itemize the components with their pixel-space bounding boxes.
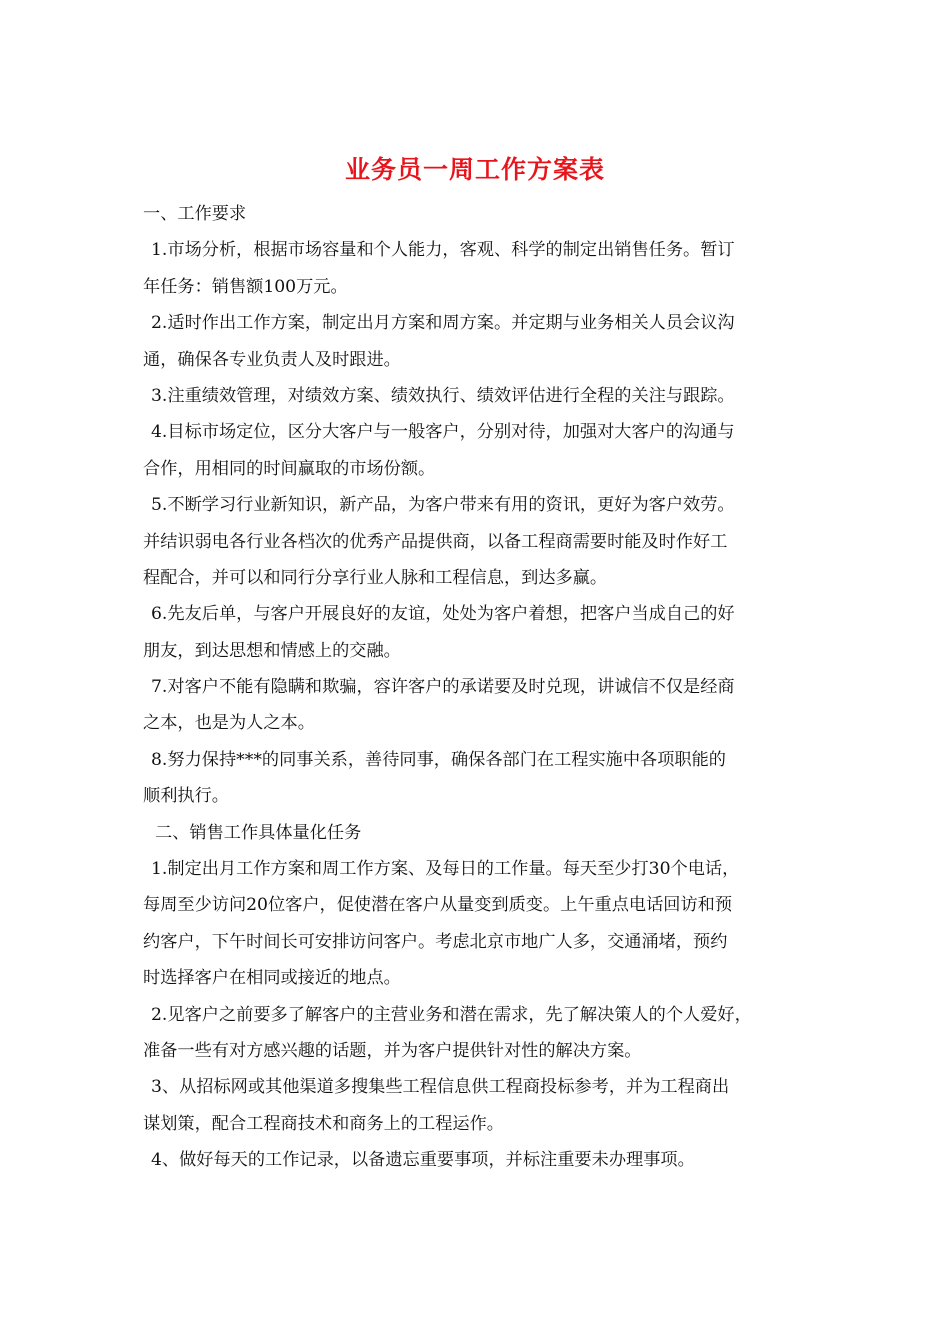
text-line: 年任务：销售额100万元。 [143,276,348,297]
text-line: 6.先友后单，与客户开展良好的友谊，处处为客户着想，把客户当成自己的好 [151,604,735,625]
text-line: 合作，用相同的时间赢取的市场份额。 [143,458,436,479]
text-line: 8.努力保持***的同事关系，善待同事，确保各部门在工程实施中各项职能的 [151,749,726,770]
text-line: 谋划策，配合工程商技术和商务上的工程运作。 [143,1113,504,1134]
text-line: 4.目标市场定位，区分大客户与一般客户，分别对待，加强对大客户的沟通与 [151,422,735,443]
text-line: 1.制定出月工作方案和周工作方案、及每日的工作量。每天至少打30个电话， [151,859,740,880]
text-line: 时选择客户在相同或接近的地点。 [143,968,401,989]
document-body [143,196,833,1179]
text-line: 程配合，并可以和同行分享行业人脉和工程信息，到达多赢。 [143,567,608,588]
text-line: 约客户，下午时间长可安排访问客户。考虑北京市地广人多，交通涌堵，预约 [143,931,728,952]
text-line: 2.见客户之前要多了解客户的主营业务和潜在需求，先了解决策人的个人爱好， [151,1004,752,1025]
text-line: 准备一些有对方感兴趣的话题，并为客户提供针对性的解决方案。 [143,1040,642,1061]
text-line: 一、工作要求 [143,204,247,224]
text-line: 3.注重绩效管理，对绩效方案、绩效执行、绩效评估进行全程的关注与跟踪。 [151,385,735,406]
text-line: 5.不断学习行业新知识，新产品，为客户带来有用的资讯，更好为客户效劳。 [151,495,735,516]
document-title: 业务员一周工作方案表 [344,155,605,184]
text-line: 4、做好每天的工作记录，以备遗忘重要事项，并标注重要未办理事项。 [151,1150,695,1171]
text-line: 通，确保各专业负责人及时跟进。 [143,349,401,370]
text-line: 朋友，到达思想和情感上的交融。 [143,640,401,661]
text-line: 二、销售工作具体量化任务 [155,822,362,843]
text-line: 3、从招标网或其他渠道多搜集些工程信息供工程商投标参考，并为工程商出 [151,1077,730,1098]
text-line: 每周至少访问20位客户，促使潜在客户从量变到质变。上午重点电话回访和预 [143,895,733,916]
text-line: 之本，也是为人之本。 [143,713,315,734]
text-line: 1.市场分析，根据市场容量和个人能力，客观、科学的制定出销售任务。暂订 [151,240,735,261]
text-line: 7.对客户不能有隐瞒和欺骗，容许客户的承诺要及时兑现，讲诚信不仅是经商 [151,677,735,698]
text-line: 2.适时作出工作方案，制定出月方案和周方案。并定期与业务相关人员会议沟 [151,313,735,334]
text-line: 顺利执行。 [143,786,229,807]
text-line: 并结识弱电各行业各档次的优秀产品提供商，以备工程商需要时能及时作好工 [143,531,728,552]
